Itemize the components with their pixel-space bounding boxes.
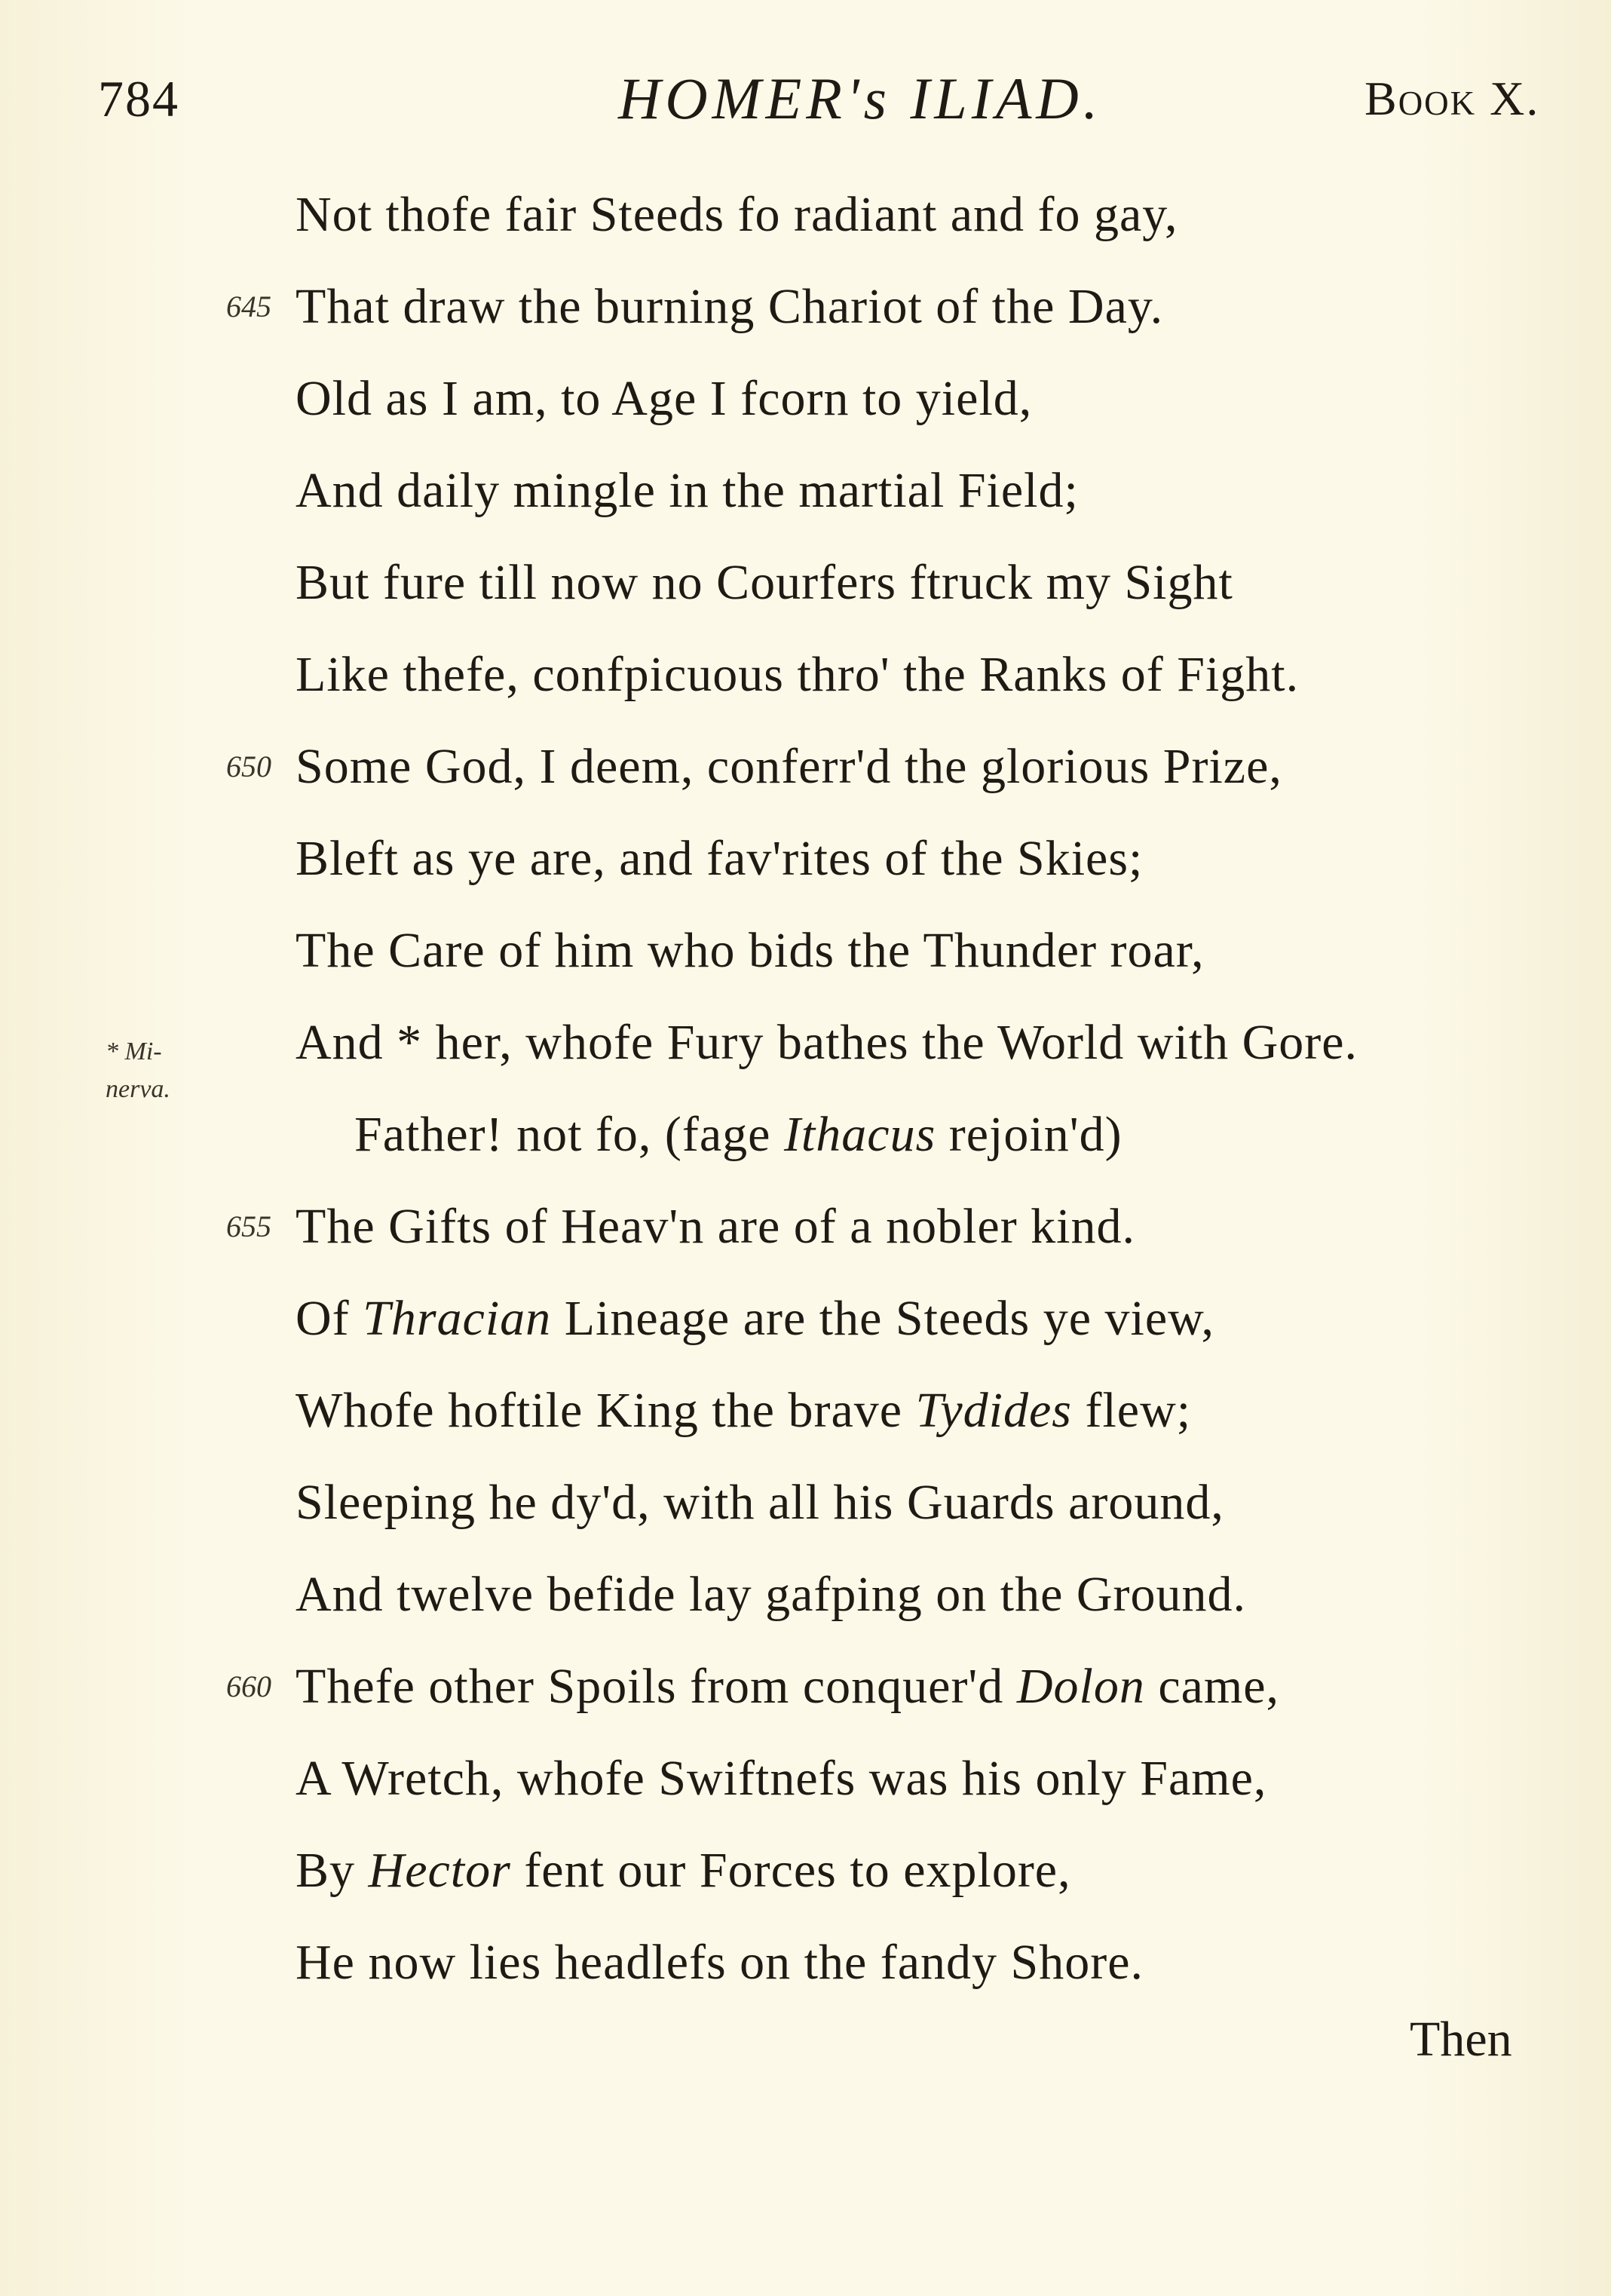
verse-text — [296, 1369, 1191, 1452]
verse-text-post: fent our Forces to explore, — [510, 1843, 1071, 1898]
verse-line — [0, 1553, 1611, 1636]
verse-text-post: came, — [1144, 1659, 1280, 1714]
catchword: Then — [1410, 2012, 1512, 2067]
verse-line — [0, 1369, 1611, 1452]
verse-text-post: rejoin'd) — [936, 1107, 1122, 1162]
line-number: 645 — [226, 290, 271, 323]
verse-line — [0, 1829, 1611, 1912]
verse-line — [0, 265, 1611, 348]
verse-line — [0, 817, 1611, 900]
verse-text: Sleeping he dy'd, with all his Guards around, — [296, 1475, 1224, 1530]
proper-name: Tydides — [915, 1383, 1072, 1438]
verse-text: Like thefe, confpicuous thro' the Ranks of Fight. — [296, 647, 1300, 702]
verse-line — [0, 909, 1611, 992]
marginal-note-line: * Mi- — [106, 1038, 162, 1065]
page-header — [0, 65, 1611, 133]
verse-text — [296, 1829, 1071, 1912]
verse-text: And twelve befide lay gafping on the Ground. — [296, 1567, 1247, 1622]
verse-text-post: flew; — [1071, 1383, 1192, 1438]
verse-text: And daily mingle in the martial Field; — [296, 463, 1079, 518]
verse-text: But fure till now no Courfers ftruck my Sight — [296, 555, 1233, 610]
verse-text: Old as I am, to Age I fcorn to yield, — [296, 371, 1033, 426]
verse-text — [296, 1277, 1214, 1360]
verse-text — [354, 1093, 1122, 1176]
running-title: HOMER's ILIAD. — [618, 66, 1103, 131]
verse-text-pre: Father! not fo, (fage — [354, 1107, 784, 1162]
marginal-note-line: nerva. — [106, 1075, 170, 1103]
verse-text: A Wretch, whofe Swiftnefs was his only Fame, — [296, 1751, 1267, 1806]
verse-text-post: Lineage are the Steeds ye view, — [551, 1291, 1215, 1346]
verse-line — [0, 173, 1611, 256]
verse-text: The Care of him who bids the Thunder roar, — [296, 923, 1205, 978]
proper-name: Dolon — [1016, 1659, 1145, 1714]
proper-name: Ithacus — [783, 1107, 936, 1162]
verse-line — [0, 357, 1611, 440]
verse-text: Some God, I deem, conferr'd the glorious Prize, — [296, 739, 1282, 794]
verse-line — [0, 1185, 1611, 1268]
verse-line — [0, 449, 1611, 532]
verse-text: Not thofe fair Steeds fo radiant and fo gay, — [296, 187, 1178, 242]
verse-text: That draw the burning Chariot of the Day. — [296, 279, 1164, 334]
verse-text: The Gifts of Heav'n are of a nobler kind. — [296, 1199, 1136, 1254]
verse-text-pre: Whofe hoftile King the brave — [296, 1383, 916, 1438]
verse-text: And * her, whofe Fury bathes the World with Gore. — [296, 1015, 1358, 1070]
proper-name: Hector — [368, 1843, 511, 1898]
verse-line — [0, 1001, 1611, 1084]
verse-line — [0, 633, 1611, 716]
verse-line — [0, 541, 1611, 624]
verse-line — [0, 1277, 1611, 1360]
verse-line — [0, 725, 1611, 808]
proper-name: Thracian — [363, 1291, 552, 1346]
verse-text-pre: Of — [296, 1291, 363, 1346]
line-number: 650 — [226, 749, 271, 783]
verse-line — [0, 1921, 1611, 2004]
verse-text: He now lies headlefs on the fandy Shore. — [296, 1935, 1144, 1990]
book-label: Book X. — [1364, 72, 1540, 125]
verse-text — [296, 1645, 1279, 1728]
verse-text: Bleft as ye are, and fav'rites of the Skies; — [296, 831, 1144, 886]
verse-line — [0, 1645, 1611, 1728]
verse-line — [0, 1461, 1611, 1544]
verse-line — [0, 1093, 1611, 1176]
line-number: 660 — [226, 1669, 271, 1703]
line-number: 655 — [226, 1209, 271, 1243]
verse-text-pre: By — [296, 1843, 369, 1898]
marginal-note — [106, 1033, 170, 1108]
verse-line — [0, 1737, 1611, 1820]
page-number: 784 — [98, 70, 179, 127]
verse-text-pre: Thefe other Spoils from conquer'd — [296, 1659, 1017, 1714]
